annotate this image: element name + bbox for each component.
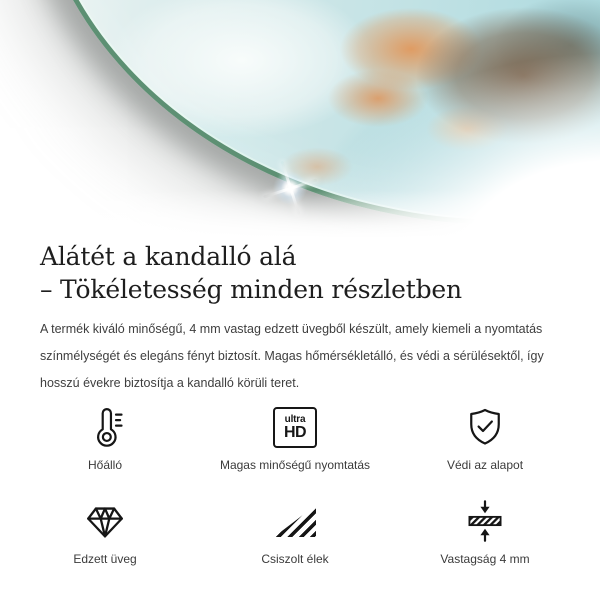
ultra-hd-icon [273,407,317,448]
feature-label: Csiszolt élek [261,552,329,566]
feature-icon-box [274,499,316,543]
product-description: A termék kiváló minőségű, 4 mm vastag edzett üvegből készült, amely kiemeli a nyomtatás színmélységét és elegáns fényt biztosít. Magas hőmérsékletálló, és védi a sérülésektől, így hosszú évekre biztosítja a kandalló körüli teret. [40,322,544,390]
feature-heat-resistant [10,405,200,473]
glass-plate [30,0,600,225]
thermometer-icon [83,405,127,449]
polished-edges-icon [274,505,316,537]
diamond-icon [82,501,128,542]
feature-thickness-4mm [390,499,580,567]
feature-icon-box [463,405,507,449]
compress-thickness-icon [463,499,507,543]
feature-label: Védi az alapot [446,458,524,472]
page-title-line1: Alátét a kandalló alá [40,242,297,271]
feature-label: Vastagság 4 mm [440,552,530,566]
ultra-hd-icon-text-top: ultra [284,413,306,425]
feature-icon-box [463,499,507,543]
feature-polished-edges [200,499,390,567]
feature-tempered-glass [10,499,200,567]
page-title-line2: – Tökéletesség minden részletben [40,275,462,304]
product-photo [0,0,600,238]
feature-label: Hőálló [87,458,123,472]
feature-icon-box [273,405,317,449]
feature-icon-box [82,499,128,543]
feature-label: Edzett üveg [73,552,137,566]
shield-check-icon [463,405,507,449]
feature-ultra-hd-print [200,405,390,473]
feature-icon-box [83,405,127,449]
ultra-hd-icon-text-bottom: HD [283,423,307,441]
feature-label: Magas minőségű nyomtatás [219,458,371,472]
page-title [40,240,560,306]
features-grid [10,405,560,567]
product-info-section [0,240,600,567]
feature-protects-base [390,405,580,473]
